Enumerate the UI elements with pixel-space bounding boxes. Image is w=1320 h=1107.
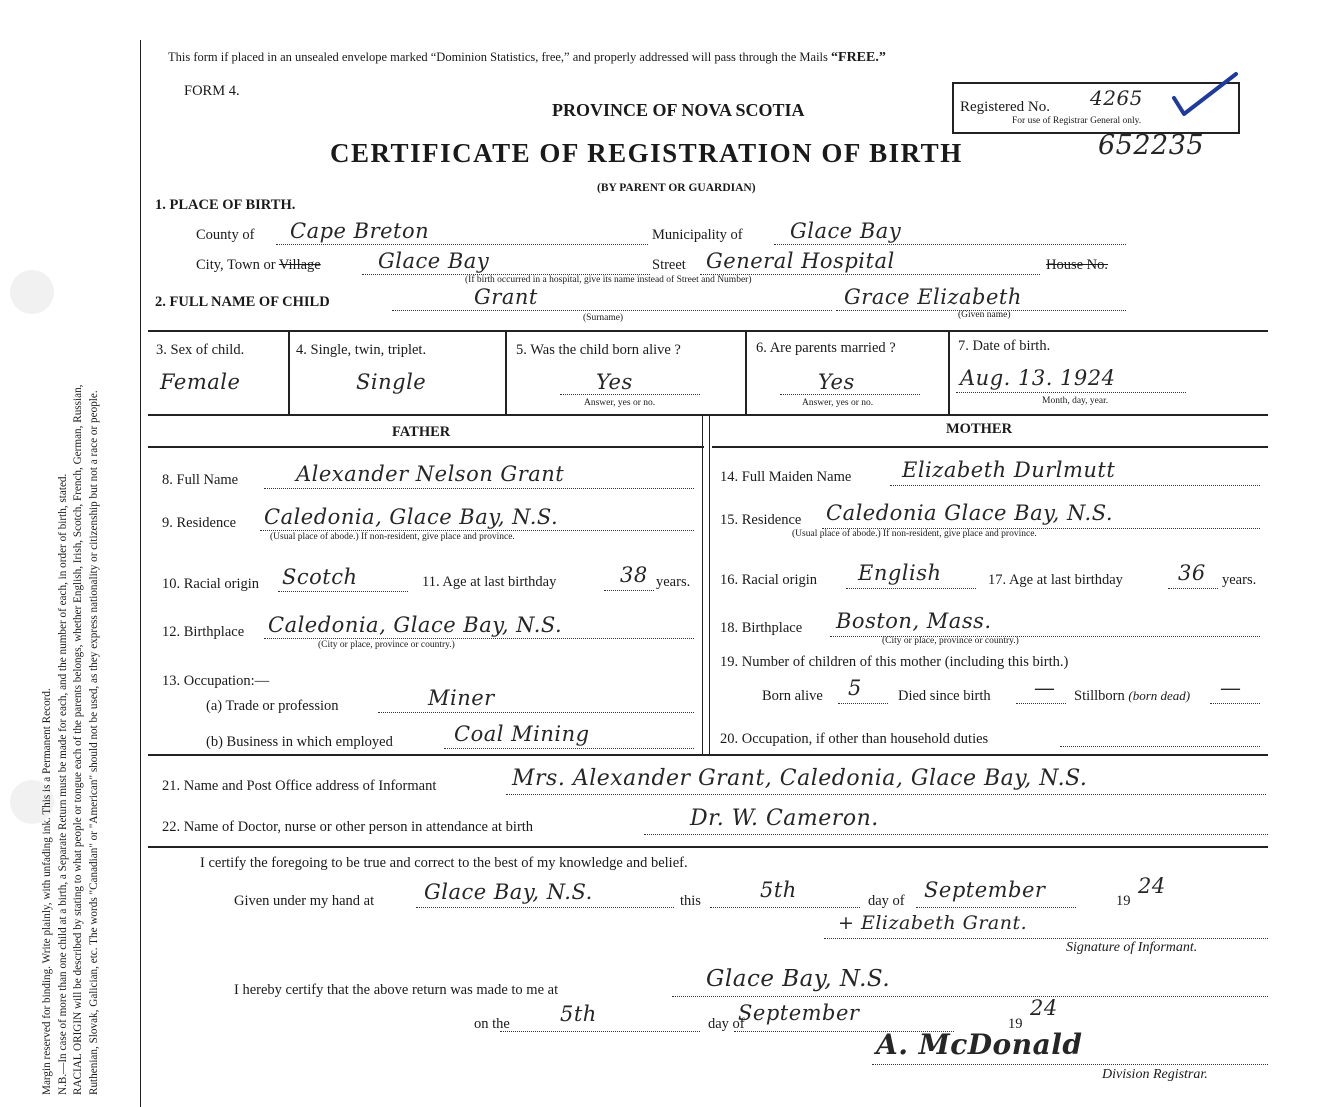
given-month-value: September <box>924 878 1046 902</box>
mother-occupation-label: 20. Occupation, if other than household duties <box>720 731 989 747</box>
mother-age-years: years. <box>1222 572 1257 588</box>
father-trade-value: Miner <box>428 686 495 710</box>
plurality-value: Single <box>356 370 427 394</box>
place-of-birth-label: 1. PLACE OF BIRTH. <box>155 197 296 213</box>
margin-note-multiple-births: N.B.—In case of more than one child at a birth, a Separate Return must be made for each, and the number of each, in order of birth, stated. <box>56 473 69 1095</box>
registrar-statement: I hereby certify that the above return was made to me at <box>234 982 559 998</box>
margin-notes <box>40 25 102 1095</box>
registrar-use-note: For use of Registrar General only. <box>1012 116 1142 126</box>
attendant-value: Dr. W. Cameron. <box>690 806 879 831</box>
given-place-value: Glace Bay, N.S. <box>424 880 593 904</box>
mother-residence-label: 15. Residence <box>720 512 802 528</box>
married-value: Yes <box>818 370 855 394</box>
informant-signature-caption: Signature of Informant. <box>1066 940 1198 955</box>
died-since-birth-label: Died since birth <box>898 688 991 704</box>
margin-note-binding: Margin reserved for binding. Write plainly, with unfading ink. This is a Permanent Record. <box>41 688 53 1095</box>
mother-racial-value: English <box>858 561 942 585</box>
father-business-label: (b) Business in which employed <box>206 734 393 750</box>
street-value: General Hospital <box>706 249 895 273</box>
hospital-note: (If birth occurred in a hospital, give its name instead of Street and Number) <box>465 275 752 285</box>
father-birthplace-value: Caledonia, Glace Bay, N.S. <box>268 613 563 637</box>
given-year-prefix: 19 <box>1116 893 1131 909</box>
given-under-hand-label: Given under my hand at <box>234 893 375 909</box>
married-caption: Answer, yes or no. <box>802 398 874 408</box>
municipality-label: Municipality of <box>652 227 743 243</box>
stillborn-label: Stillborn (born dead) <box>1074 688 1191 704</box>
margin-note-racial-origin: RACIAL ORIGIN will be described by stating to what people or tongue each of the parents belongs, whether English, Irish, Scotch, French, German, Russian, <box>72 384 84 1095</box>
mother-name-label: 14. Full Maiden Name <box>720 469 852 485</box>
father-racial-label: 10. Racial origin <box>162 576 260 592</box>
division-registrar-caption: Division Registrar. <box>1102 1067 1208 1082</box>
house-number-label: House No. <box>1046 257 1109 273</box>
city-label: City, Town or Village <box>196 257 321 273</box>
died-since-birth-value: — <box>1034 676 1056 700</box>
mother-racial-label: 16. Racial origin <box>720 572 818 588</box>
child-given-name-value: Grace Elizabeth <box>844 285 1022 309</box>
certificate-title: CERTIFICATE OF REGISTRATION OF BIRTH <box>330 138 963 168</box>
informant-value: Mrs. Alexander Grant, Caledonia, Glace Bay, N.S. <box>512 766 1088 791</box>
born-alive-label: 5. Was the child born alive ? <box>516 342 681 358</box>
province-heading: PROVINCE OF NOVA SCOTIA <box>552 100 805 120</box>
date-of-birth-value: Aug. 13. 1924 <box>960 366 1116 390</box>
father-residence-value: Caledonia, Glace Bay, N.S. <box>264 505 559 529</box>
mother-birthplace-caption: (City or place, province or country.) <box>882 636 1019 646</box>
father-residence-label: 9. Residence <box>162 515 237 531</box>
father-trade-label: (a) Trade or profession <box>206 698 339 714</box>
mother-residence-value: Caledonia Glace Bay, N.S. <box>826 501 1114 525</box>
given-name-caption: (Given name) <box>958 310 1011 320</box>
mother-residence-caption: (Usual place of abode.) If non-resident, give place and province. <box>792 529 1037 539</box>
father-heading: FATHER <box>392 424 451 440</box>
father-age-label: 11. Age at last birthday <box>422 574 557 590</box>
child-name-label: 2. FULL NAME OF CHILD <box>155 294 330 310</box>
street-label: Street <box>652 257 686 273</box>
margin-rule <box>140 40 141 1107</box>
mother-heading: MOTHER <box>946 421 1013 437</box>
surname-caption: (Surname) <box>583 313 624 323</box>
registrar-year-suffix: 24 <box>1030 996 1058 1020</box>
father-residence-caption: (Usual place of abode.) If non-resident, give place and province. <box>270 532 515 542</box>
certification-statement: I certify the foregoing to be true and correct to the best of my knowledge and belief. <box>200 855 688 871</box>
father-business-value: Coal Mining <box>454 722 590 746</box>
married-label: 6. Are parents married ? <box>756 340 896 356</box>
county-value: Cape Breton <box>290 219 430 243</box>
attendant-label: 22. Name of Doctor, nurse or other person in attendance at birth <box>162 819 534 835</box>
stillborn-value: — <box>1220 676 1242 700</box>
plurality-label: 4. Single, twin, triplet. <box>296 342 427 358</box>
registrar-year-prefix: 19 <box>1008 1016 1023 1032</box>
born-alive-caption: Answer, yes or no. <box>584 398 656 408</box>
municipality-value: Glace Bay <box>790 219 902 243</box>
mother-birthplace-label: 18. Birthplace <box>720 620 803 636</box>
date-of-birth-caption: Month, day, year. <box>1042 396 1109 406</box>
registered-number: 4265 <box>1090 86 1143 110</box>
registered-label: Registered No. <box>960 99 1050 115</box>
father-birthplace-caption: (City or place, province or country.) <box>318 640 455 650</box>
given-day-of-label: day of <box>868 893 905 909</box>
father-name-label: 8. Full Name <box>162 472 239 488</box>
mother-children-label: 19. Number of children of this mother (including this birth.) <box>720 654 1069 670</box>
form-number: FORM 4. <box>184 83 240 99</box>
born-alive-count-label: Born alive <box>762 688 823 704</box>
registrar-place-value: Glace Bay, N.S. <box>706 966 891 992</box>
father-age-value: 38 <box>620 563 648 587</box>
registrar-on-the-label: on the <box>474 1016 510 1032</box>
father-name-value: Alexander Nelson Grant <box>296 462 565 486</box>
given-year-suffix: 24 <box>1138 874 1166 898</box>
father-occupation-label: 13. Occupation:— <box>162 673 270 689</box>
registrar-day-of-label: day of <box>708 1016 745 1032</box>
given-this-label: this <box>680 893 701 909</box>
mail-note: This form if placed in an unsealed envelope marked “Dominion Statistics, free,” and properly addressed will pass through the Mails “FREE.” <box>168 50 886 65</box>
informant-label: 21. Name and Post Office address of Informant <box>162 778 437 794</box>
mother-birthplace-value: Boston, Mass. <box>836 609 992 633</box>
mother-age-value: 36 <box>1178 561 1206 585</box>
sex-value: Female <box>160 370 241 394</box>
father-age-years: years. <box>656 574 691 590</box>
date-of-birth-label: 7. Date of birth. <box>958 338 1051 354</box>
margin-note-racial-origin-cont: Ruthenian, Slovak, Galician, etc. The words "Canadian" or "American" should not be used, as they express nationality or citizenship but not a race or people. <box>87 390 100 1095</box>
child-surname-value: Grant <box>474 285 538 309</box>
registrar-day-value: 5th <box>560 1002 597 1026</box>
county-label: County of <box>196 227 255 243</box>
registrar-signature: A. McDonald <box>876 1028 1083 1061</box>
registrar-month-value: September <box>738 1001 860 1025</box>
mother-name-value: Elizabeth Durlmutt <box>902 458 1116 482</box>
city-value: Glace Bay <box>378 249 490 273</box>
father-racial-value: Scotch <box>282 565 358 589</box>
handwritten-number: 652235 <box>1098 130 1205 161</box>
given-day-value: 5th <box>760 878 797 902</box>
informant-signature: + Elizabeth Grant. <box>838 912 1028 934</box>
father-birthplace-label: 12. Birthplace <box>162 624 245 640</box>
certificate-subtitle: (BY PARENT OR GUARDIAN) <box>597 182 756 194</box>
born-alive-count-value: 5 <box>848 676 862 700</box>
check-mark-icon <box>1170 70 1242 122</box>
sex-label: 3. Sex of child. <box>156 342 245 358</box>
born-alive-value: Yes <box>596 370 633 394</box>
mother-age-label: 17. Age at last birthday <box>988 572 1123 588</box>
